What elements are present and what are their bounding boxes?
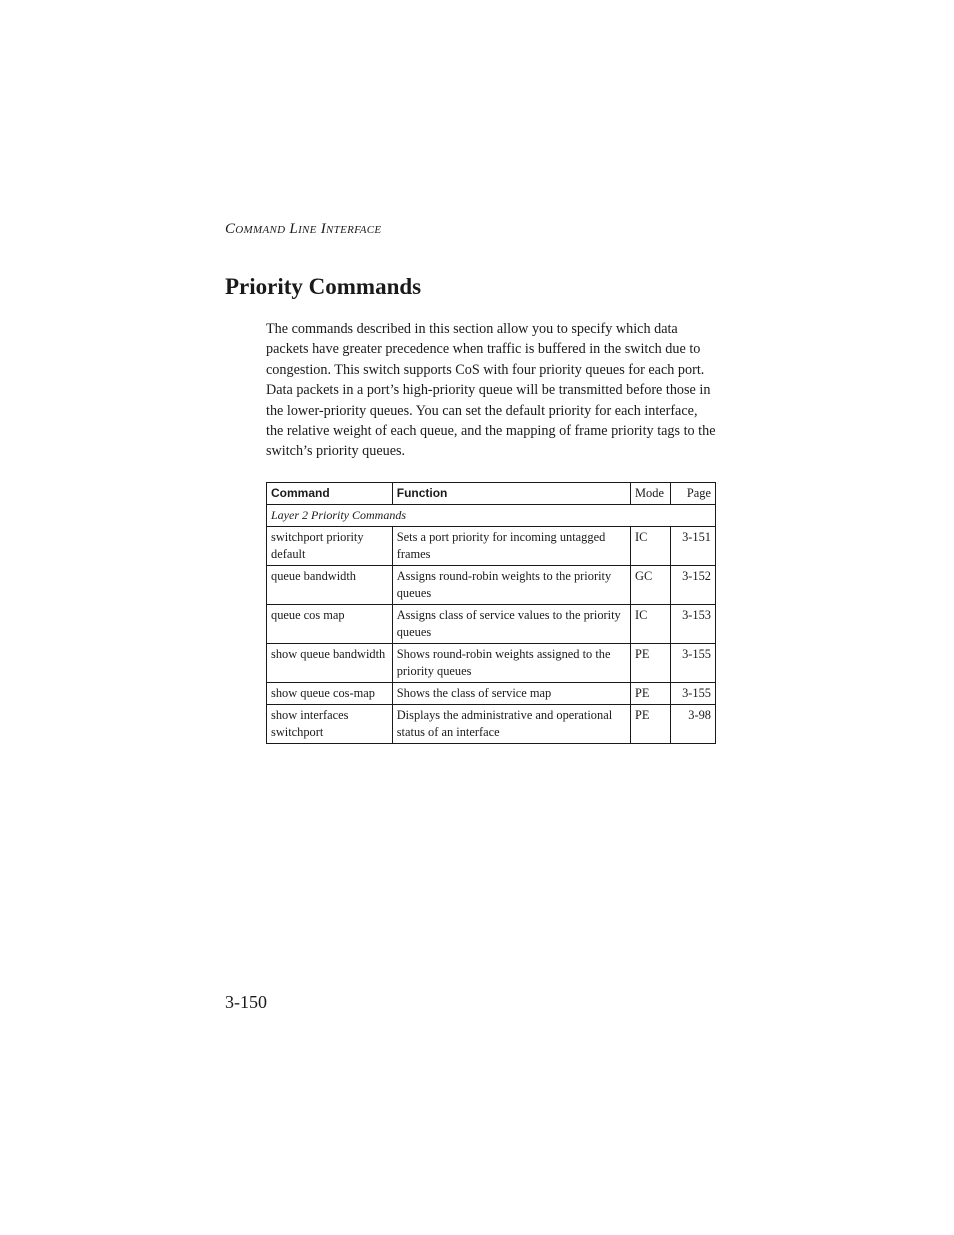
cell-mode: PE [631, 683, 671, 705]
cell-page: 3-98 [671, 705, 716, 744]
cell-command: show queue bandwidth [267, 644, 393, 683]
table-row [267, 527, 716, 566]
column-header-command: Command [267, 483, 393, 505]
table-header-row [267, 483, 716, 505]
cell-mode: PE [631, 644, 671, 683]
cell-mode: GC [631, 566, 671, 605]
cell-mode: PE [631, 705, 671, 744]
cell-command: queue bandwidth [267, 566, 393, 605]
intro-paragraph: The commands described in this section allow you to specify which data packets have greater precedence when traffic is buffered in the switch due to congestion. This switch supports CoS with four priority queues for each port. Data packets in a port’s high-priority queue will be transmitted before those in the lower-priority queues. You can set the default priority for each interface, the relative weight of each queue, and the mapping of frame priority tags to the switch’s priority queues. [266, 321, 716, 460]
section-title: Priority Commands [225, 274, 422, 299]
cell-page: 3-155 [671, 683, 716, 705]
table-row [267, 683, 716, 705]
table-row [267, 705, 716, 744]
table-row [267, 566, 716, 605]
table-group-row [267, 505, 716, 527]
cell-function: Assigns class of service values to the priority queues [392, 605, 630, 644]
cell-page: 3-152 [671, 566, 716, 605]
group-label: Layer 2 Priority Commands [267, 505, 716, 527]
cell-page: 3-151 [671, 527, 716, 566]
cell-command: show interfaces switchport [267, 705, 393, 744]
cell-function: Displays the administrative and operational status of an interface [392, 705, 630, 744]
table-row [267, 605, 716, 644]
cell-command: show queue cos-map [267, 683, 393, 705]
cell-function: Shows round-robin weights assigned to the priority queues [392, 644, 630, 683]
page-number: 3-150 [225, 992, 267, 1012]
cell-mode: IC [631, 527, 671, 566]
cell-command: switchport priority default [267, 527, 393, 566]
cell-function: Shows the class of service map [392, 683, 630, 705]
running-header: Command Line Interface [225, 221, 382, 237]
cell-function: Sets a port priority for incoming untagged frames [392, 527, 630, 566]
cell-page: 3-153 [671, 605, 716, 644]
cell-command: queue cos map [267, 605, 393, 644]
cell-page: 3-155 [671, 644, 716, 683]
priority-commands-table [266, 482, 716, 744]
table-row [267, 644, 716, 683]
column-header-function: Function [392, 483, 630, 505]
column-header-page: Page [671, 483, 716, 505]
cell-mode: IC [631, 605, 671, 644]
column-header-mode: Mode [631, 483, 671, 505]
cell-function: Assigns round-robin weights to the priority queues [392, 566, 630, 605]
